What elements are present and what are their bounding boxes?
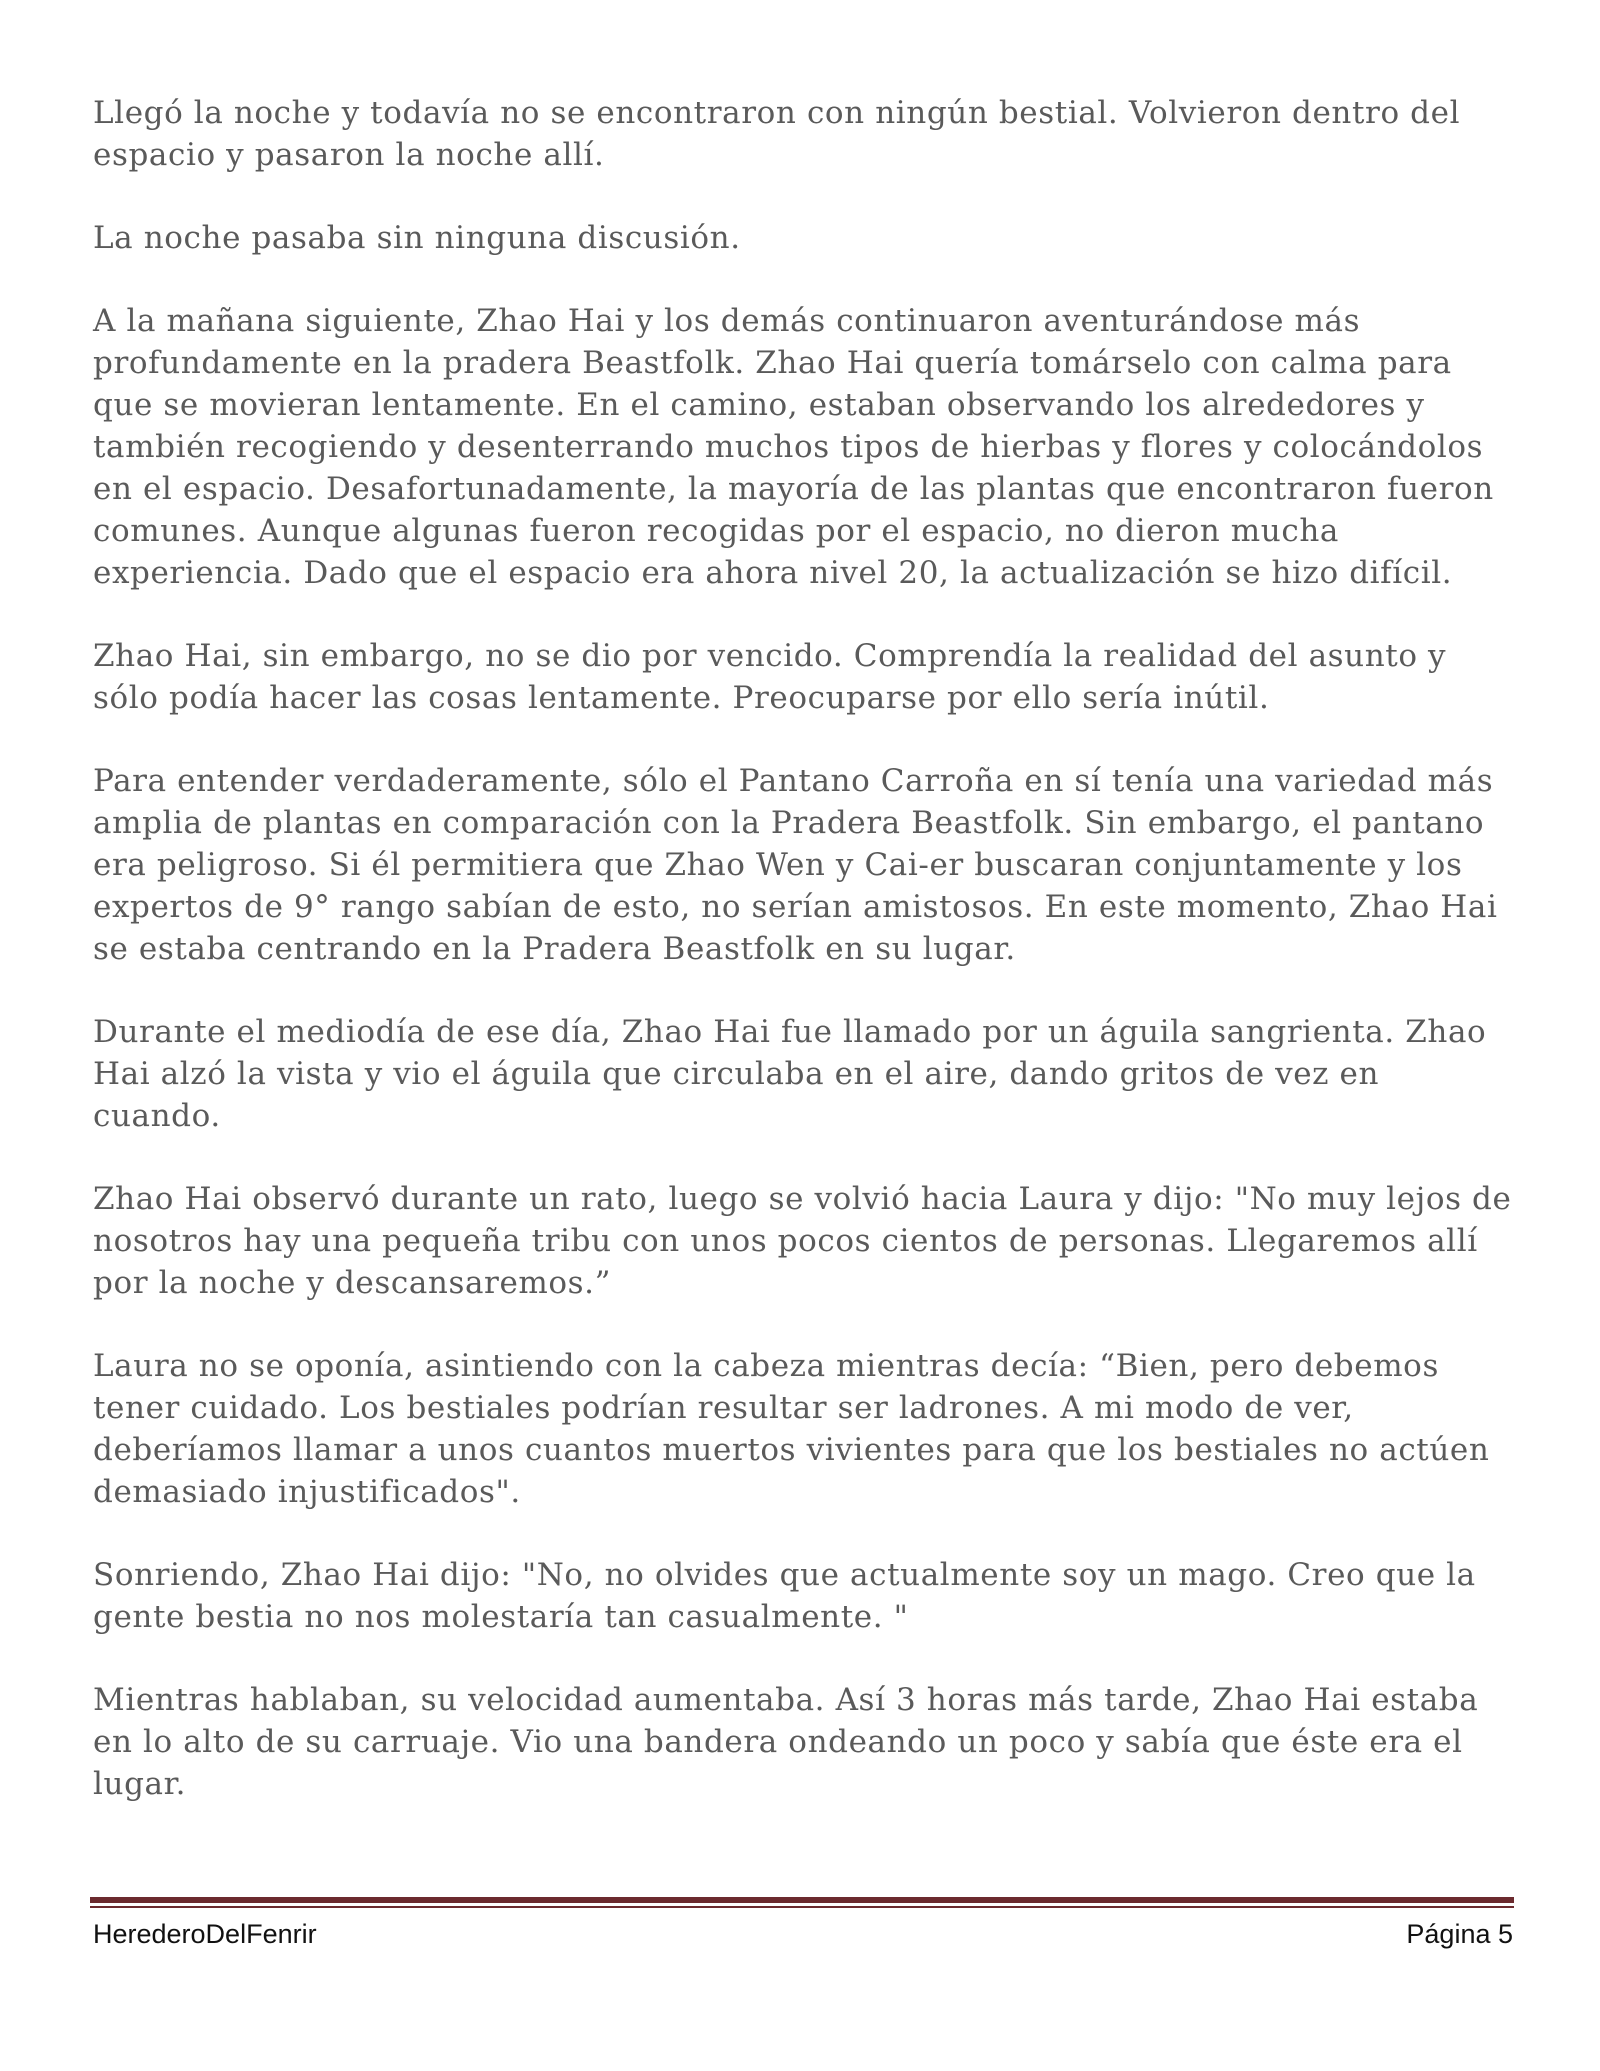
footer-page-number: Página 5 (1406, 1918, 1513, 1949)
paragraph-4: Zhao Hai, sin embargo, no se dio por vencido. Comprendía la realidad del asunto y sólo podía hacer las cosas lentamente. Preocuparse por ello sería inútil. (93, 638, 1447, 716)
paragraph-7: Zhao Hai observó durante un rato, luego se volvió hacia Laura y dijo: "No muy lejos de nosotros hay una pequeña tribu con unos pocos cientos de personas. Llegaremos allí por la noche y descansaremos.” (93, 1181, 1512, 1301)
paragraph-6: Durante el mediodía de ese día, Zhao Hai fue llamado por un águila sangrienta. Zhao Hai alzó la vista y vio el águila que circulaba en el aire, dando gritos de vez en cuando. (93, 1014, 1487, 1134)
footer-divider (90, 1897, 1514, 1908)
paragraph-5: Para entender verdaderamente, sólo el Pantano Carroña en sí tenía una variedad más amplia de plantas en comparación con la Pradera Beastfolk. Sin embargo, el pantano era peligroso. Si él permitiera que Zhao Wen y Cai-er buscaran conjuntamente y los expertos de 9° rango sabían de esto, no serían amistosos. En este momento, Zhao Hai se estaba centrando en la Pradera Beastfolk en su lugar. (93, 763, 1498, 967)
paragraph-8: Laura no se oponía, asintiendo con la cabeza mientras decía: “Bien, pero debemos tener cuidado. Los bestiales podrían resultar ser ladrones. A mi modo de ver, deberíamos llamar a unos cuantos muertos vivientes para que los bestiales no actúen demasiado injustificados". (93, 1348, 1490, 1510)
paragraph-2: La noche pasaba sin ninguna discusión. (93, 220, 741, 256)
page-body (93, 92, 1513, 1846)
paragraph-9: Sonriendo, Zhao Hai dijo: "No, no olvides que actualmente soy un mago. Creo que la gente bestia no nos molestaría tan casualmente. " (93, 1557, 1476, 1635)
paragraph-3: A la mañana siguiente, Zhao Hai y los demás continuaron aventurándose más profundamente en la pradera Beastfolk. Zhao Hai quería tomárselo con calma para que se movieran lentamente. En el camino, estaban observando los alrededores y también recogiendo y desenterrando muchos tipos de hierbas y flores y colocándolos en el espacio. Desafortunadamente, la mayoría de las plantas que encontraron fueron comunes. Aunque algunas fueron recogidas por el espacio, no dieron mucha experiencia. Dado que el espacio era ahora nivel 20, la actualización se hizo difícil. (93, 303, 1494, 591)
page-footer (93, 1916, 1513, 1952)
footer-divider-thin (90, 1906, 1514, 1908)
footer-author: HerederoDelFenrir (93, 1918, 317, 1949)
paragraph-1: Llegó la noche y todavía no se encontraron con ningún bestial. Volvieron dentro del espacio y pasaron la noche allí. (93, 95, 1461, 173)
footer-divider-thick (90, 1897, 1514, 1903)
paragraph-10: Mientras hablaban, su velocidad aumentaba. Así 3 horas más tarde, Zhao Hai estaba en lo alto de su carruaje. Vio una bandera ondeando un poco y sabía que éste era el lugar. (93, 1682, 1479, 1802)
